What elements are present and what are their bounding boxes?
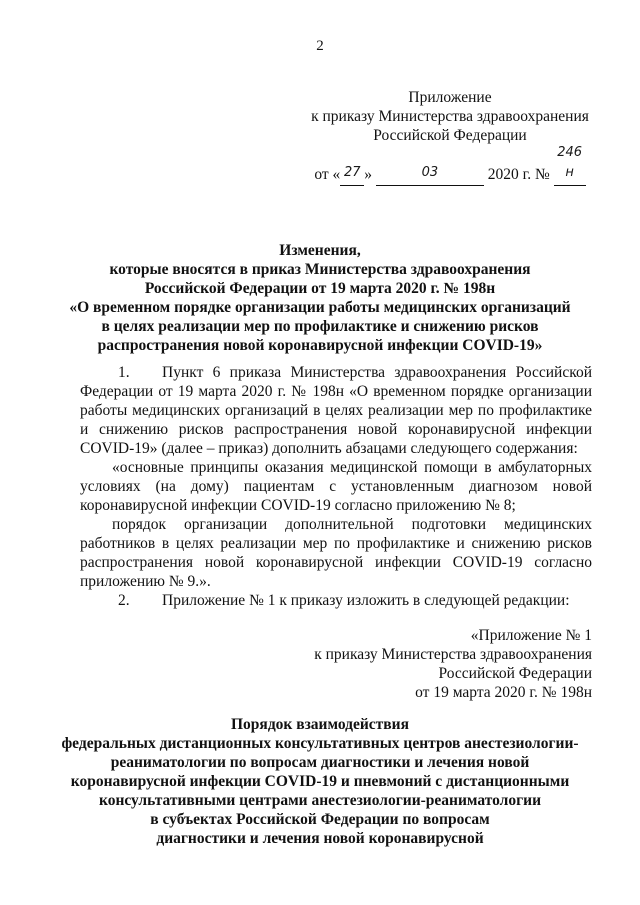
changes-title — [0, 241, 640, 355]
paragraph-3: порядок организации дополнительной подготовки медицинских работников в целях реализации мер по профилактике и снижению рисков распространения новой коронавирусной инфекции COVID-19 согласно приложению № 9.». — [80, 516, 592, 590]
section-title-line3: реаниматологии по вопросам диагностики и лечения новой — [110, 754, 530, 771]
section-title-line6: в субъектах Российской Федерации по вопросам — [150, 811, 490, 828]
appendix-quote — [300, 626, 592, 702]
appendix-quote-line1: «Приложение № 1 — [470, 627, 592, 644]
item-2-number: 2. — [118, 592, 130, 609]
document-body — [80, 363, 592, 610]
item-1-text: Пункт 6 приказа Министерства здравоохранения Российской Федерации от 19 марта 2020 г. № 198н «О временном порядке организации работы медицинских организаций в целях реализации мер по профилактике и снижению рисков распространения новой коронавирусной инфекции COVID-19» (далее – приказ) дополнить абзацами следующего содержания: — [80, 364, 592, 457]
changes-title-line2: которые вносятся в приказ Министерства здравоохранения — [109, 261, 531, 278]
day-field — [340, 165, 364, 186]
changes-title-line5: в целях реализации мер по профилактике и снижению рисков — [101, 318, 539, 335]
appendix-header — [300, 88, 600, 186]
day-suffix: » — [364, 166, 373, 183]
year-text: 2020 г. № — [487, 166, 550, 183]
section-title-line7: диагностики и лечения новой коронавирусной — [156, 830, 484, 847]
item-1 — [80, 363, 592, 458]
appendix-header-line1: Приложение — [408, 89, 492, 106]
section-title-line1: Порядок взаимодействия — [231, 716, 409, 733]
changes-title-line3: Российской Федерации от 19 марта 2020 г. № 198н — [144, 280, 496, 297]
appendix-date-line — [300, 145, 600, 186]
order-number-handwritten: 246 н — [557, 145, 583, 180]
paragraph-2: «основные принципы оказания медицинской помощи в амбулаторных условиях (на дому) пациентам с установленным диагнозом новой коронавирусной инфекции COVID-19 согласно приложению № 8; — [80, 459, 592, 514]
section-title-line5: консультативными центрами анестезиологии-реаниматологии — [98, 792, 542, 809]
appendix-quote-line3: Российской Федерации — [438, 665, 592, 682]
order-number-field — [554, 145, 586, 186]
section-title-line4: коронавирусной инфекции COVID-19 и пневмоний с дистанционными — [70, 773, 570, 790]
appendix-quote-line4: от 19 марта 2020 г. № 198н — [415, 684, 592, 701]
section-title-line2: федеральных дистанционных консультативных центров анестезиологии- — [61, 735, 579, 752]
item-1-number: 1. — [118, 364, 130, 381]
changes-title-line6: распространения новой коронавирусной инфекции COVID-19» — [97, 337, 543, 354]
month-field — [376, 165, 484, 186]
month-handwritten: 03 — [421, 165, 439, 180]
page-number: 2 — [316, 38, 324, 54]
changes-title-line1: Изменения, — [279, 242, 361, 259]
item-2 — [80, 591, 592, 610]
changes-title-line4: «О временном порядке организации работы медицинских организаций — [69, 299, 571, 316]
appendix-quote-line2: к приказу Министерства здравоохранения — [314, 646, 592, 663]
day-handwritten: 27 — [343, 165, 361, 180]
item-2-text: Приложение № 1 к приказу изложить в следующей редакции: — [162, 592, 570, 609]
section-title — [0, 715, 640, 848]
appendix-header-line3: Российской Федерации — [373, 127, 527, 144]
date-prefix: от « — [314, 166, 341, 183]
appendix-header-line2: к приказу Министерства здравоохранения — [311, 108, 589, 125]
